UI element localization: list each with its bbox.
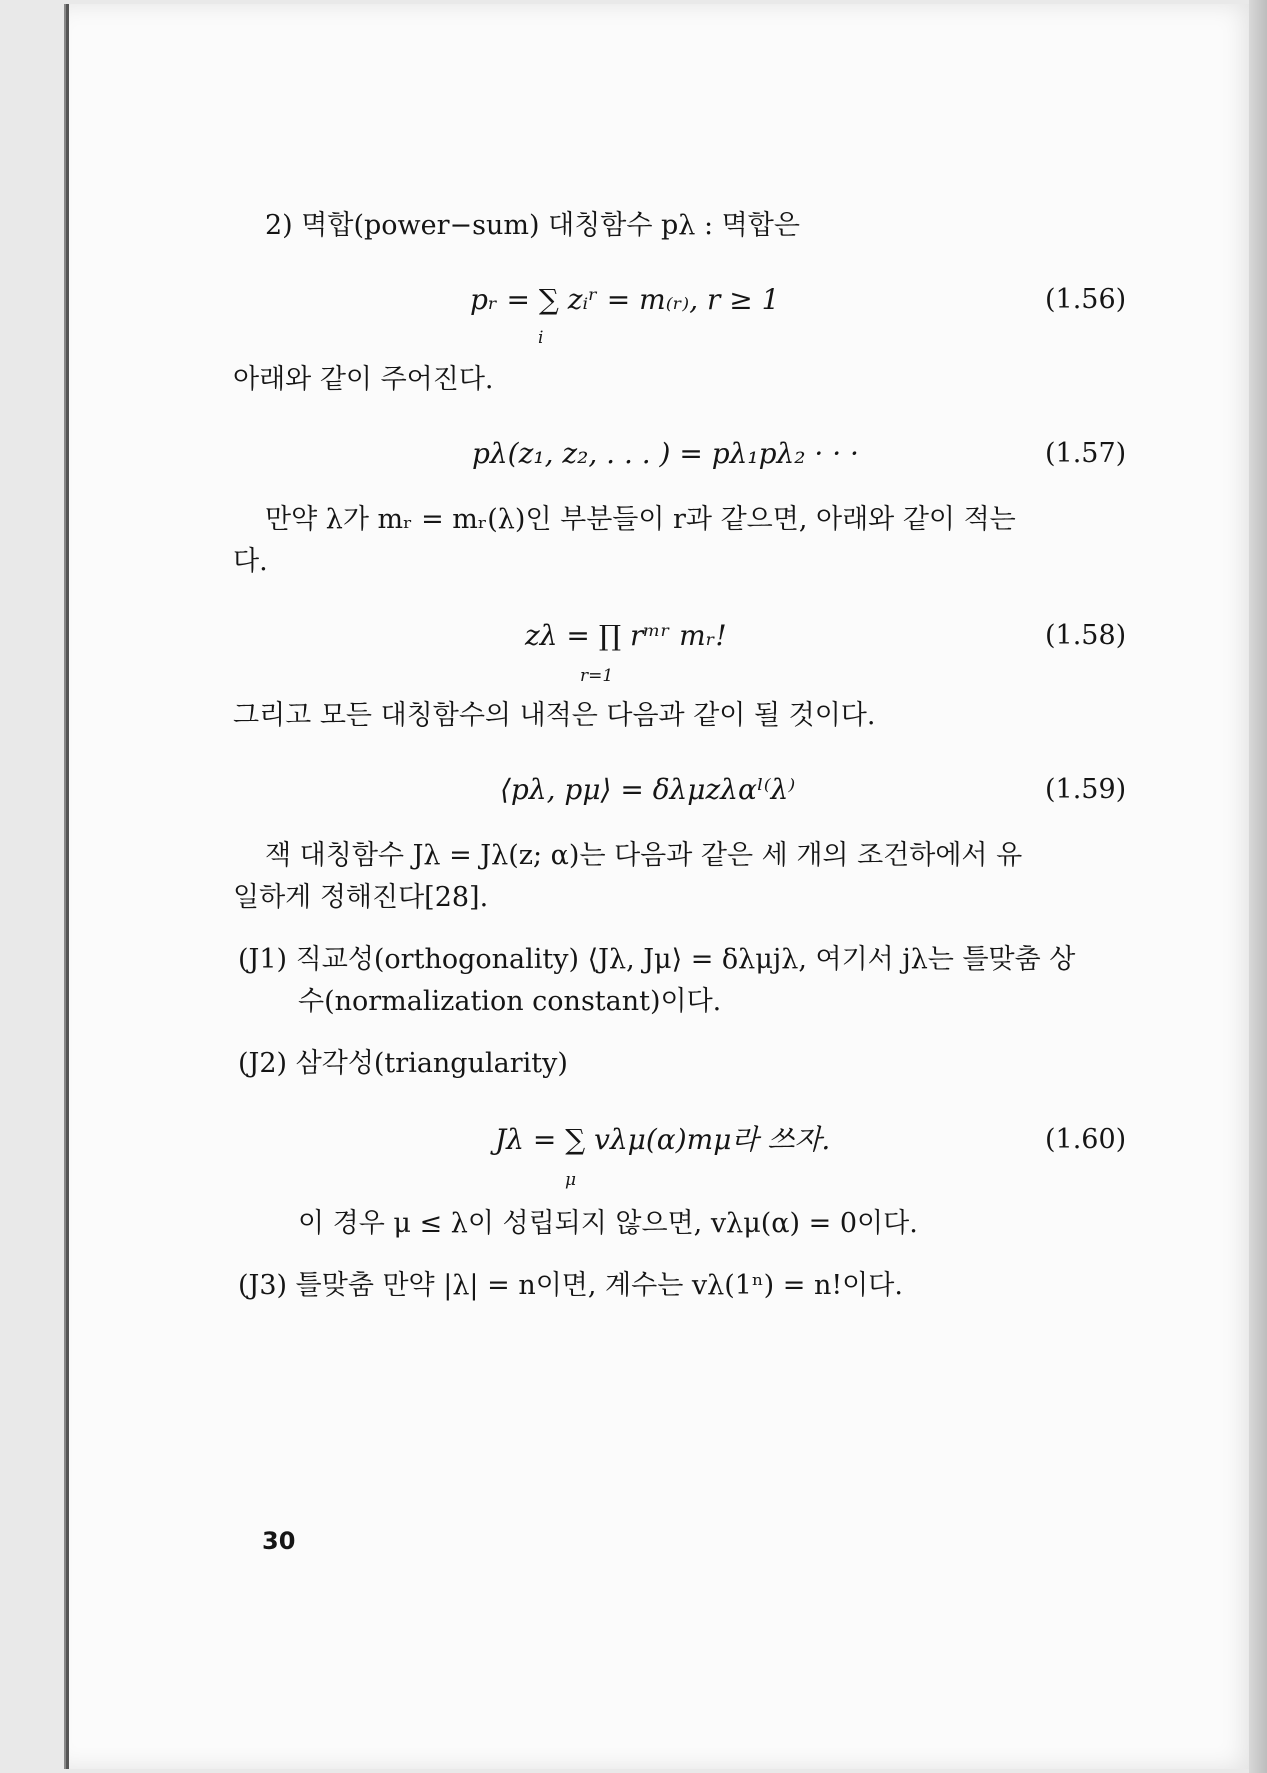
equation-number-1-56: (1.56) — [1045, 284, 1127, 315]
text-line-3: 만약 λ가 mᵣ = mᵣ(λ)인 부분들이 r과 같으면, 아래와 같이 적는 — [265, 504, 1016, 535]
equation-number-1-57: (1.57) — [1045, 438, 1127, 469]
equation-1-57: pλ(z₁, z₂, . . . ) = pλ₁pλ₂ · · · — [472, 437, 859, 470]
page-edge-shadow — [1249, 0, 1267, 1773]
condition-j2: (J2) 삼각성(triangularity) — [238, 1048, 568, 1079]
text-line-2: 아래와 같이 주어진다. — [233, 364, 494, 395]
condition-j3: (J3) 틀맞춤 만약 |λ| = n이면, 계수는 vλ(1ⁿ) = n!이다. — [238, 1270, 903, 1301]
text-line-6: 잭 대칭함수 Jλ = Jλ(z; α)는 다음과 같은 세 개의 조건하에서 유 — [265, 840, 1023, 871]
equation-1-60: Jλ = ∑ vλμ(α)mμ라 쓰자. — [495, 1123, 831, 1156]
equation-1-58-index: r=1 — [580, 666, 614, 686]
equation-1-56-index: i — [538, 328, 544, 348]
page-number: 30 — [262, 1527, 296, 1555]
equation-1-58: zλ = ∏ rᵐʳ mᵣ! — [525, 619, 727, 652]
equation-1-60-index: μ — [565, 1170, 577, 1190]
text-line-4: 다. — [233, 546, 268, 577]
intro-line: 2) 멱합(power−sum) 대칭함수 pλ : 멱합은 — [265, 210, 800, 241]
condition-j1: (J1) 직교성(orthogonality) ⟨Jλ, Jμ⟩ = δλμjλ, 여기서 jλ는 틀맞춤 상 — [238, 944, 1076, 975]
text-line-5: 그리고 모든 대칭함수의 내적은 다음과 같이 될 것이다. — [233, 700, 876, 731]
equation-number-1-58: (1.58) — [1045, 620, 1127, 651]
equation-number-1-59: (1.59) — [1045, 774, 1127, 805]
condition-j1-cont: 수(normalization constant)이다. — [298, 986, 722, 1017]
text-line-7: 일하게 정해진다[28]. — [233, 882, 489, 913]
equation-number-1-60: (1.60) — [1045, 1124, 1127, 1155]
equation-1-59: ⟨pλ, pμ⟩ = δλμzλαˡ⁽λ⁾ — [500, 773, 796, 806]
condition-j2-note: 이 경우 μ ≤ λ이 성립되지 않으면, vλμ(α) = 0이다. — [298, 1208, 918, 1239]
equation-1-56: pᵣ = ∑ zᵢʳ = m₍ᵣ₎, r ≥ 1 — [470, 283, 780, 316]
